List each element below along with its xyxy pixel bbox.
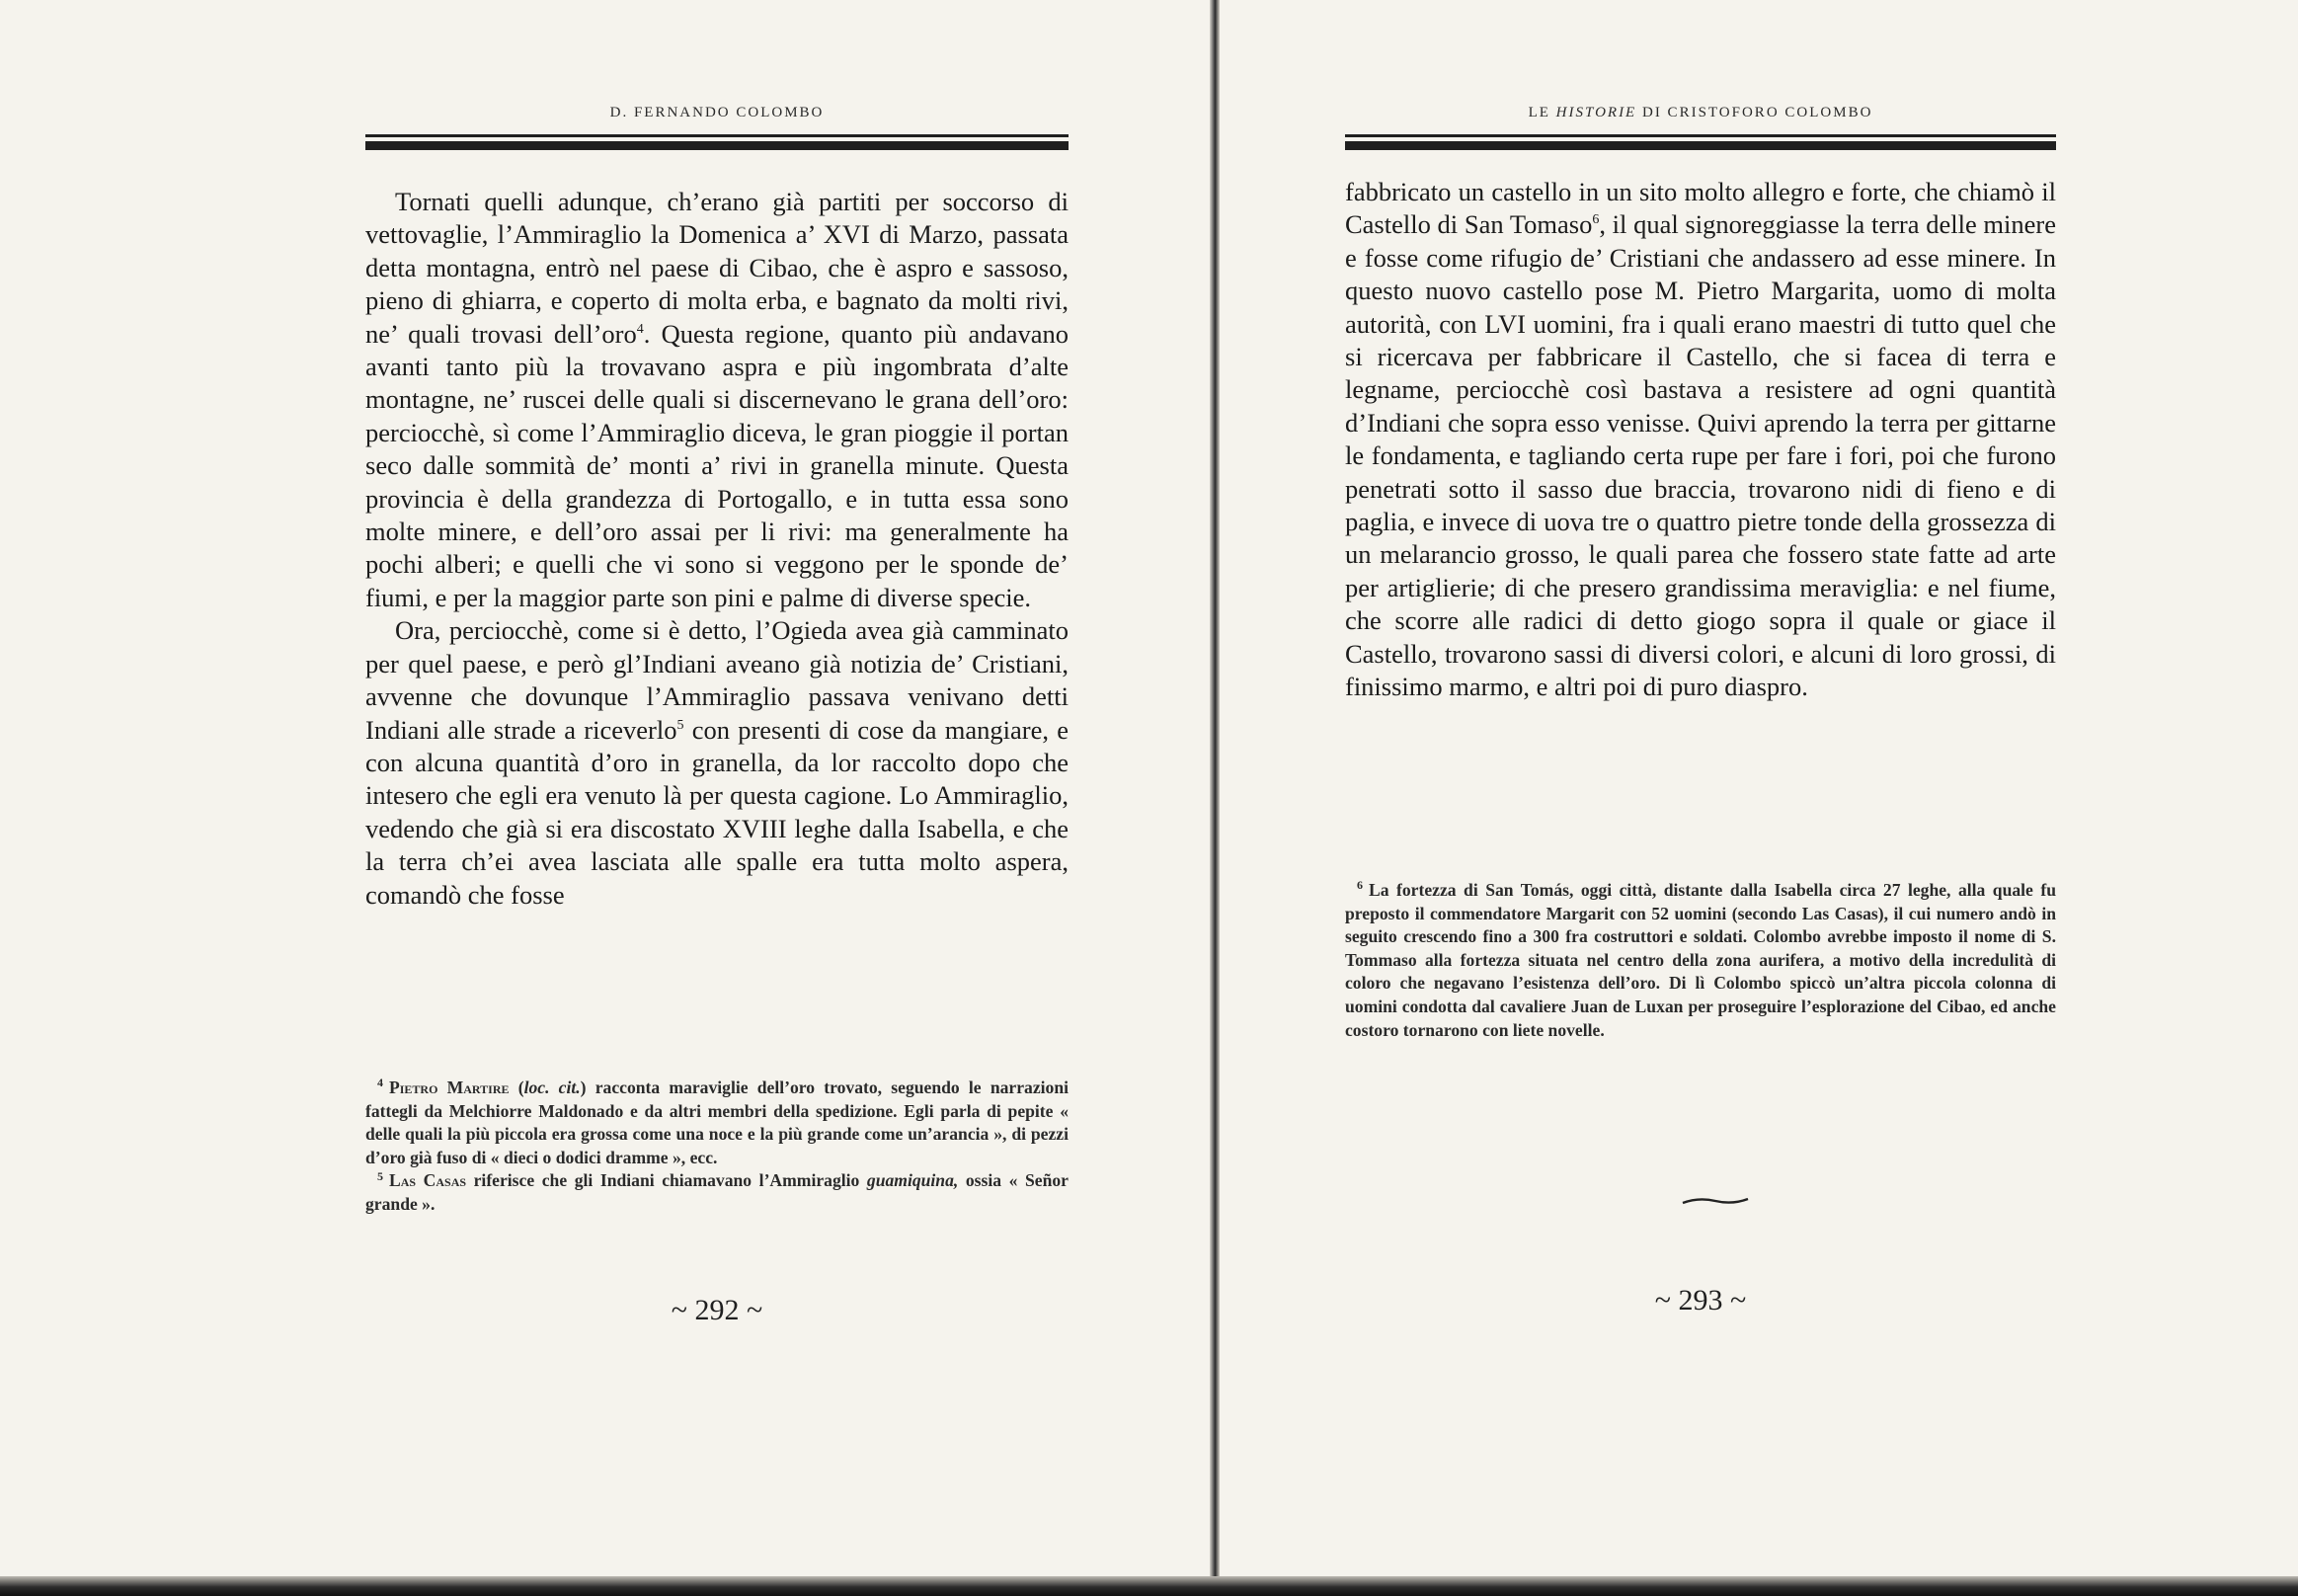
footnote-4-cite: loc. cit.	[523, 1077, 581, 1097]
right-p1a-text: fabbricato un castello in un sito molto allegro e forte, che chiamò il Castello di San Tomaso	[1345, 177, 2056, 240]
left-paragraph-2	[365, 614, 1069, 912]
footnote-6-num: 6	[1357, 878, 1363, 893]
footnote-6	[1345, 879, 2056, 1042]
footnote-5-tail: ossia « Señor grande ».	[365, 1170, 1069, 1214]
footnote-ref-6: 6	[1592, 212, 1600, 228]
left-p2a-text: Ora, perciocchè, come si è detto, l’Ogieda avea già camminato per quel paese, e però gl’Indiani aveano già notizia de’ Cristiani, avvenne che dovunque l’Ammiraglio passava venivano detti Indiani alle strade a riceverlo	[365, 615, 1069, 745]
book-gutter	[1210, 0, 1220, 1596]
footnote-5-term: guamiquina,	[866, 1170, 959, 1191]
right-page	[1345, 0, 2056, 1570]
left-running-head: D. FERNANDO COLOMBO	[609, 105, 825, 120]
right-p1b-text: , il qual signoreggiasse la terra delle minere e fosse come rifugio de’ Cristiani che andassero ad esse minere. In questo nuovo castello pose M. Pietro Margarita, uomo di molta autorità, con LVI uomini, fra i quali erano maestri di tutto quel che si ricercava per fabbricare il Castello, che si facea di terra e legname, perciocchè così bastava a resistere ad ogni quantità d’Indiani che sopra esso venisse. Quivi aprendo la terra per gittarne le fondamenta, e tagliando certa rupe per fare i fori, poi che furono penetrati sotto il sasso due braccia, trovarono nidi di fieno e di paglia, e invece di uova tre o quattro pietre tonde della grossezza di un melarancio grosso, le quali parea che fossero state fatte ad arte per artiglierie; di che presero grandissima meraviglia: e nel fiume, che scorre alle radici di detto giogo sopra il quale or giace il Castello, trovarono sassi di diversi colori, e alcuni di loro grossi, di finissimo marmo, e altri poi di puro diaspro.	[1345, 209, 2056, 702]
right-footnotes	[1345, 879, 2056, 1042]
footnote-5-author: Las Casas	[389, 1170, 467, 1191]
left-body-text	[365, 186, 1069, 912]
right-body-text	[1345, 176, 2056, 704]
left-footnotes	[365, 1077, 1069, 1217]
right-page-number: ~ 293 ~	[1654, 1284, 1747, 1317]
left-p1b-text: . Questa regione, quanto più andavano avanti tanto più la trovavano aspra e più ingombrata d’alte montagne, ne’ ruscei delle quali si discernevano le grana dell’oro: perciocchè, sì come l’Ammiraglio diceva, le gran pioggie il portan seco dalle sommità de’ monti a’ rivi in granella minute. Questa provincia è della grandezza di Portogallo, e in tutta essa sono molte minere, e dell’oro assai per li rivi: ma generalmente ha pochi alberi; e quelli che vi sono si veggono per le sponde de’ fiumi, e per la maggior parte son pini e palme di diverse specie.	[365, 318, 1069, 612]
footnote-4: $^4$ Pietro Martire (loc. cit.) racconta maraviglie dell’oro trovato, seguendo le narrazioni fattegli da Melchiorre Maldonado e da altri membri della spedizione. Egli parla di pepite « delle quali la più piccola era grossa come una noce e la più grande come un’arancia », di pezzi d’oro già fuso di « dieci o dodici dramme », ecc.	[365, 1076, 1069, 1167]
tilde-ornament-icon	[1681, 1195, 1750, 1207]
right-running-head-post: DI CRISTOFORO COLOMBO	[1641, 105, 1873, 120]
right-running-head-italic: HISTORIE	[1555, 105, 1637, 120]
right-running-head-pre: LE	[1528, 105, 1550, 120]
left-p1-text: Tornati quelli adunque, ch’erano già partiti per soccorso di vettovaglie, l’Ammiraglio la Domenica a’ XVI di Marzo, passata detta montagna, entrò nel paese di Cibao, che è aspro e sassoso, pieno di ghiarra, e coperto di molta erba, e bagnato da molti rivi, ne’ quali trovasi dell’oro	[365, 187, 1069, 349]
page-bottom-edge	[0, 1576, 2298, 1596]
footnote-5	[365, 1169, 1069, 1216]
footnote-4-num: 4	[377, 1076, 383, 1090]
left-page	[365, 0, 1069, 1570]
footnote-4-text: racconta maraviglie dell’oro trovato, seguendo le narrazioni fattegli da Melchiorre Maldonado e da altri membri della spedizione. Egli parla di pepite « delle quali la più piccola era grossa come una noce e la più grande come un’arancia », di pezzi d’oro già fuso di « dieci o dodici dramme », ecc.	[365, 1077, 1069, 1167]
footnote-5-num: 5	[377, 1168, 383, 1183]
footnote-ref-5: 5	[676, 717, 684, 733]
left-header-rule	[365, 134, 1069, 150]
right-paragraph-1	[1345, 176, 2056, 704]
footnote-ref-4: 4	[636, 321, 644, 337]
footnote-5-text: riferisce che gli Indiani chiamavano l’Ammiraglio	[473, 1170, 860, 1191]
left-page-number: ~ 292 ~	[671, 1294, 763, 1326]
right-header-rule	[1345, 134, 2056, 150]
left-paragraph-1	[365, 186, 1069, 614]
footnote-6-text: La fortezza di San Tomás, oggi città, distante dalla Isabella circa 27 leghe, alla quale fu preposto il commendatore Margarit con 52 uomini (secondo Las Casas), il cui numero andò in seguito crescendo fino a 300 fra costruttori e soldati. Colombo avrebbe imposto il nome di S. Tommaso alla fortezza situata nel centro della zona aurifera, a motivo della incredulità di coloro che negavano l’esistenza dell’oro. Di lì Colombo spiccò un’altra piccola colonna di uomini condotta dal cavaliere Juan de Luxan per proseguire l’esplorazione del Cibao, ed anche costoro tornarono con liete novelle.	[1345, 880, 2056, 1040]
left-p2b-text: con presenti di cose da mangiare, e con alcuna quantità d’oro in granella, da lor raccolto dopo che intesero che egli era venuto là per questa cagione. Lo Ammiraglio, vedendo che già si era discostato XVIII leghe dalla Isabella, e che la terra ch’ei avea lasciata alle spalle era tutta molto aspera, comandò che fosse	[365, 714, 1069, 910]
right-running-head	[1345, 105, 2056, 121]
footnote-4-author: Pietro Martire	[389, 1077, 510, 1097]
